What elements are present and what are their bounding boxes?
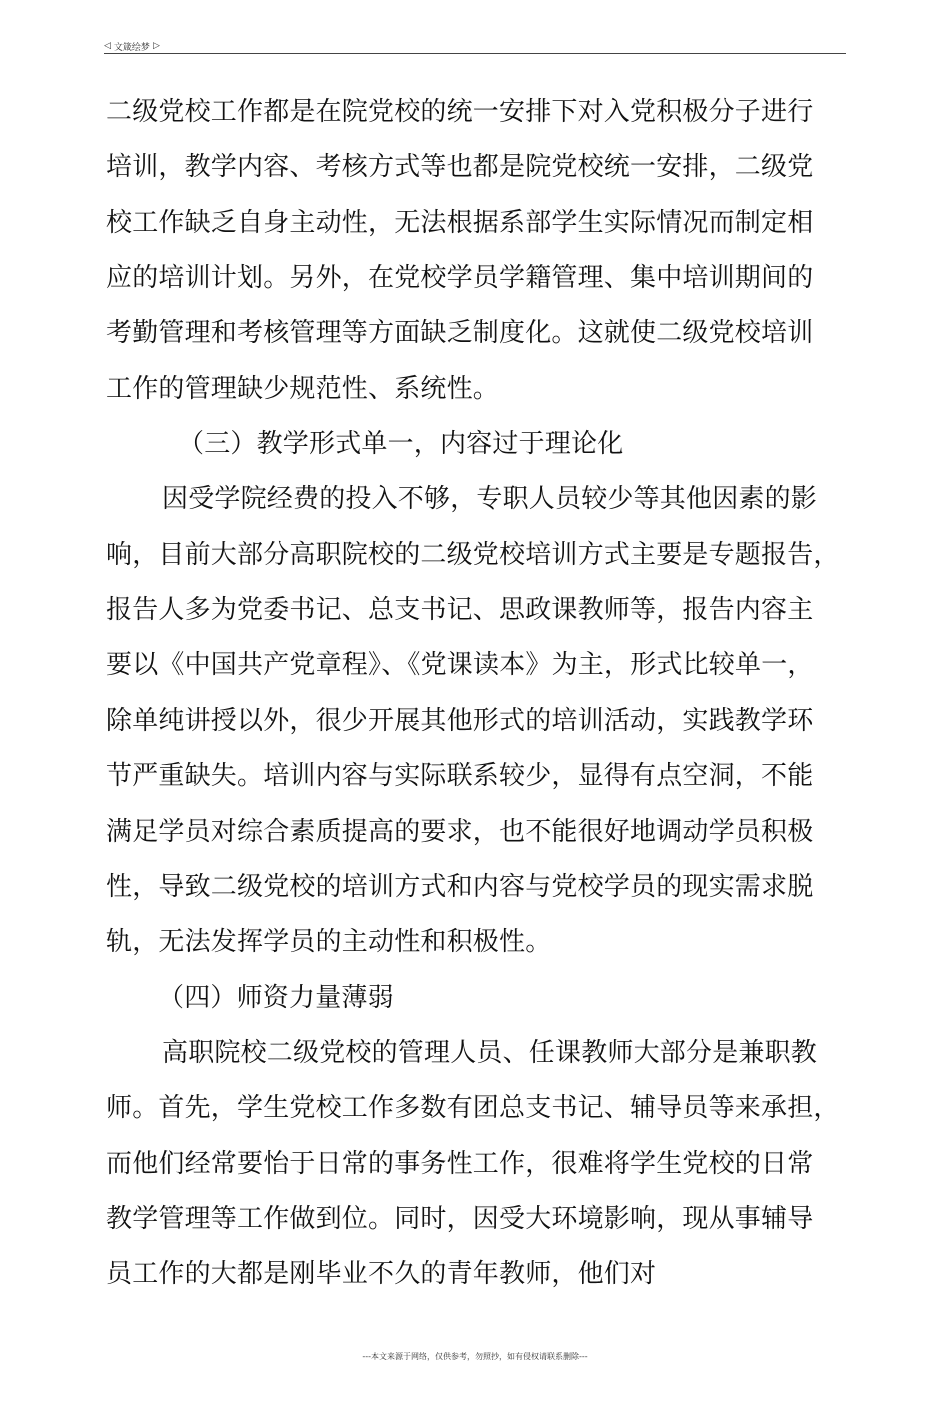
left-triangle-icon: ◁ [104,41,111,51]
text-line: 员工作的大都是刚毕业不久的青年教师，他们对 [106,1259,657,1289]
text-line: 除单纯讲授以外，很少开展其他形式的培训活动，实践教学环 [106,706,814,736]
paragraph-start: 高职院校二级党校的管理人员、任课教师大部分是兼职教 [162,1038,818,1068]
section-heading-4: （四）师资力量薄弱 [158,983,394,1013]
header-mark [104,40,160,53]
text-line: 响，目前大部分高职院校的二级党校培训方式主要是专题报告， [106,540,840,570]
text-line: 报告人多为党委书记、总支书记、思政课教师等，报告内容主 [106,595,814,625]
text-line: 工作的管理缺少规范性、系统性。 [106,374,500,404]
text-line: 满足学员对综合素质提高的要求，也不能很好地调动学员积极 [106,817,814,847]
section-heading-3: （三）教学形式单一，内容过于理论化 [178,429,624,459]
text-line: 节严重缺失。培训内容与实际联系较少，显得有点空洞，不能 [106,761,814,791]
text-line: 师。首先，学生党校工作多数有团总支书记、辅导员等来承担， [106,1093,840,1123]
text-line: 性，导致二级党校的培训方式和内容与党校学员的现实需求脱 [106,872,814,902]
header-text: 文箴绘梦 [113,43,150,53]
text-line: 要以《中国共产党章程》、《党课读本》为主，形式比较单一， [106,650,814,680]
text-line: 二级党校工作都是在院党校的统一安排下对入党积极分子进行 [106,97,814,127]
paragraph-start: 因受学院经费的投入不够，专职人员较少等其他因素的影 [162,484,818,514]
text-line: 轨，无法发挥学员的主动性和积极性。 [106,927,552,957]
text-line: 教学管理等工作做到位。同时，因受大环境影响，现从事辅导 [106,1204,814,1234]
text-line: 应的培训计划。另外，在党校学员学籍管理、集中培训期间的 [106,263,814,293]
right-triangle-icon: ▷ [152,41,160,51]
footer-disclaimer: ---本文来源于网络，仅供参考，勿照抄，如有侵权请联系删除--- [362,1352,588,1361]
text-line: 校工作缺乏自身主动性，无法根据系部学生实际情况而制定相 [106,208,814,238]
text-line: 培训，教学内容、考核方式等也都是院党校统一安排，二级党 [106,152,814,182]
text-line: 考勤管理和考核管理等方面缺乏制度化。这就使二级党校培训 [106,318,814,348]
text-line: 而他们经常要怡于日常的事务性工作，很难将学生党校的日常 [106,1149,814,1179]
header-divider [104,53,846,54]
